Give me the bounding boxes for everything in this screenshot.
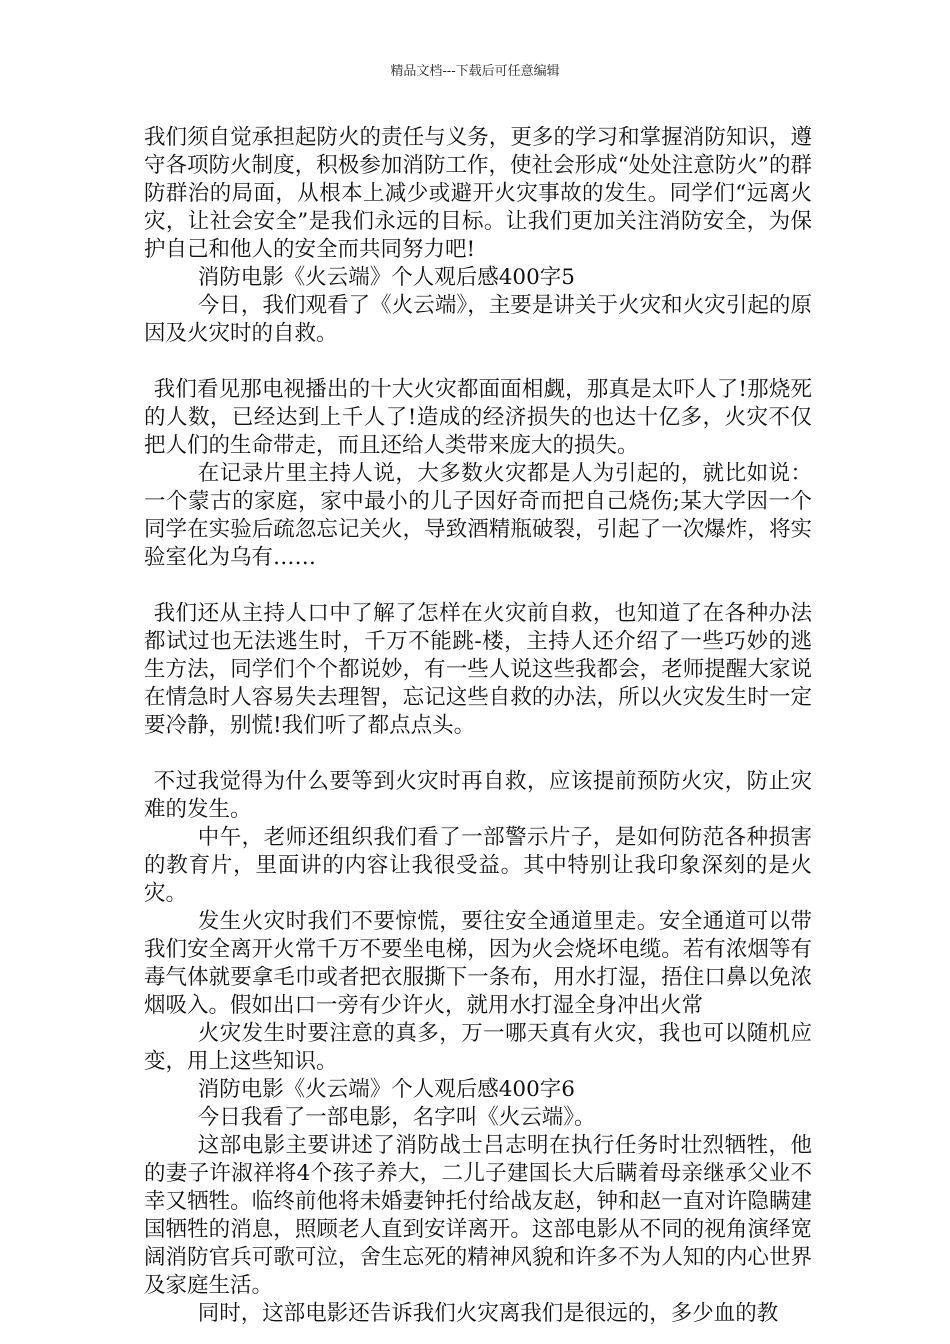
page-header: 精品文档---下载后可任意编辑 <box>390 64 560 79</box>
section-heading: 消防电影《火云端》个人观后感400字5 <box>197 265 575 290</box>
paragraph: 同时，这部电影还告诉我们火灾离我们是很远的，多少血的教 <box>197 1301 779 1326</box>
paragraph: 在记录片里主持人说，大多数火灾都是人为引起的，就比如说：一个蒙古的家庭，家中最小的儿子因好奇而把自己烧伤;某大学因一个同学在实验后疏忽忘记关火，导致酒精瓶破裂，引起了一次爆炸，将实验室化为乌有…… <box>144 461 812 570</box>
paragraph: 我们看见那电视播出的十大火灾都面面相觑，那真是太吓人了!那烧死的人数，已经达到上千人了!造成的经济损失的也达十亿多，火灾不仅把人们的生命带走，而且还给人类带来庞大的损失。 <box>144 377 812 458</box>
paragraph: 我们还从主持人口中了解了怎样在火灾前自救，也知道了在各种办法都试过也无法逃生时，千万不能跳-楼，主持人还介绍了一些巧妙的逃生方法，同学们个个都说妙，有一些人说这些我都会，老师提醒大家说在情急时人容易失去理智，忘记这些自救的办法，所以火灾发生时一定要冷静，别慌!我们听了都点点头。 <box>144 601 812 738</box>
paragraph: 不过我觉得为什么要等到火灾时再自救，应该提前预防火灾，防止灾难的发生。 <box>144 769 812 822</box>
paragraph: 发生火灾时我们不要惊慌，要往安全通道里走。安全通道可以带我们安全离开火常千万不要坐电梯，因为火会烧坏电缆。若有浓烟等有毒气体就要拿毛巾或者把衣服撕下一条布，用水打湿，捂住口鼻以免浓烟吸入。假如出口一旁有少许火，就用水打湿全身冲出火常 <box>144 909 812 1018</box>
paragraph: 我们须自觉承担起防火的责任与义务，更多的学习和掌握消防知识，遵守各项防火制度，积极参加消防工作，使社会形成“处处注意防火”的群防群治的局面，从根本上减少或避开火灾事故的发生。同学们“远离火灾，让社会安全”是我们永远的目标。让我们更加关注消防安全，为保护自己和他人的安全而共同努力吧! <box>144 125 812 262</box>
document-body <box>144 124 812 1328</box>
paragraph: 中午，老师还组织我们看了一部警示片子，是如何防范各种损害的教育片，里面讲的内容让我很受益。其中特别让我印象深刻的是火灾。 <box>144 825 812 906</box>
paragraph: 这部电影主要讲述了消防战士吕志明在执行任务时壮烈牺牲，他的妻子许淑祥将4个孩子养大，二儿子建国长大后瞒着母亲继承父业不幸又牺牲。临终前他将未婚妻钟托付给战友赵，钟和赵一直对许隐瞒建国牺牲的消息，照顾老人直到安详离开。这部电影从不同的视角演绎宽阔消防官兵可歌可泣，舍生忘死的精神风貌和许多不为人知的内心世界及家庭生活。 <box>144 1133 812 1298</box>
section-heading: 消防电影《火云端》个人观后感400字6 <box>197 1077 575 1102</box>
blank-line <box>144 572 812 600</box>
paragraph: 今日，我们观看了《火云端》，主要是讲关于火灾和火灾引起的原因及火灾时的自救。 <box>144 293 812 346</box>
blank-line <box>144 740 812 768</box>
blank-line <box>144 348 812 376</box>
paragraph: 今日我看了一部电影，名字叫《火云端》。 <box>197 1105 596 1130</box>
paragraph: 火灾发生时要注意的真多，万一哪天真有火灾，我也可以随机应变，用上这些知识。 <box>144 1021 812 1074</box>
